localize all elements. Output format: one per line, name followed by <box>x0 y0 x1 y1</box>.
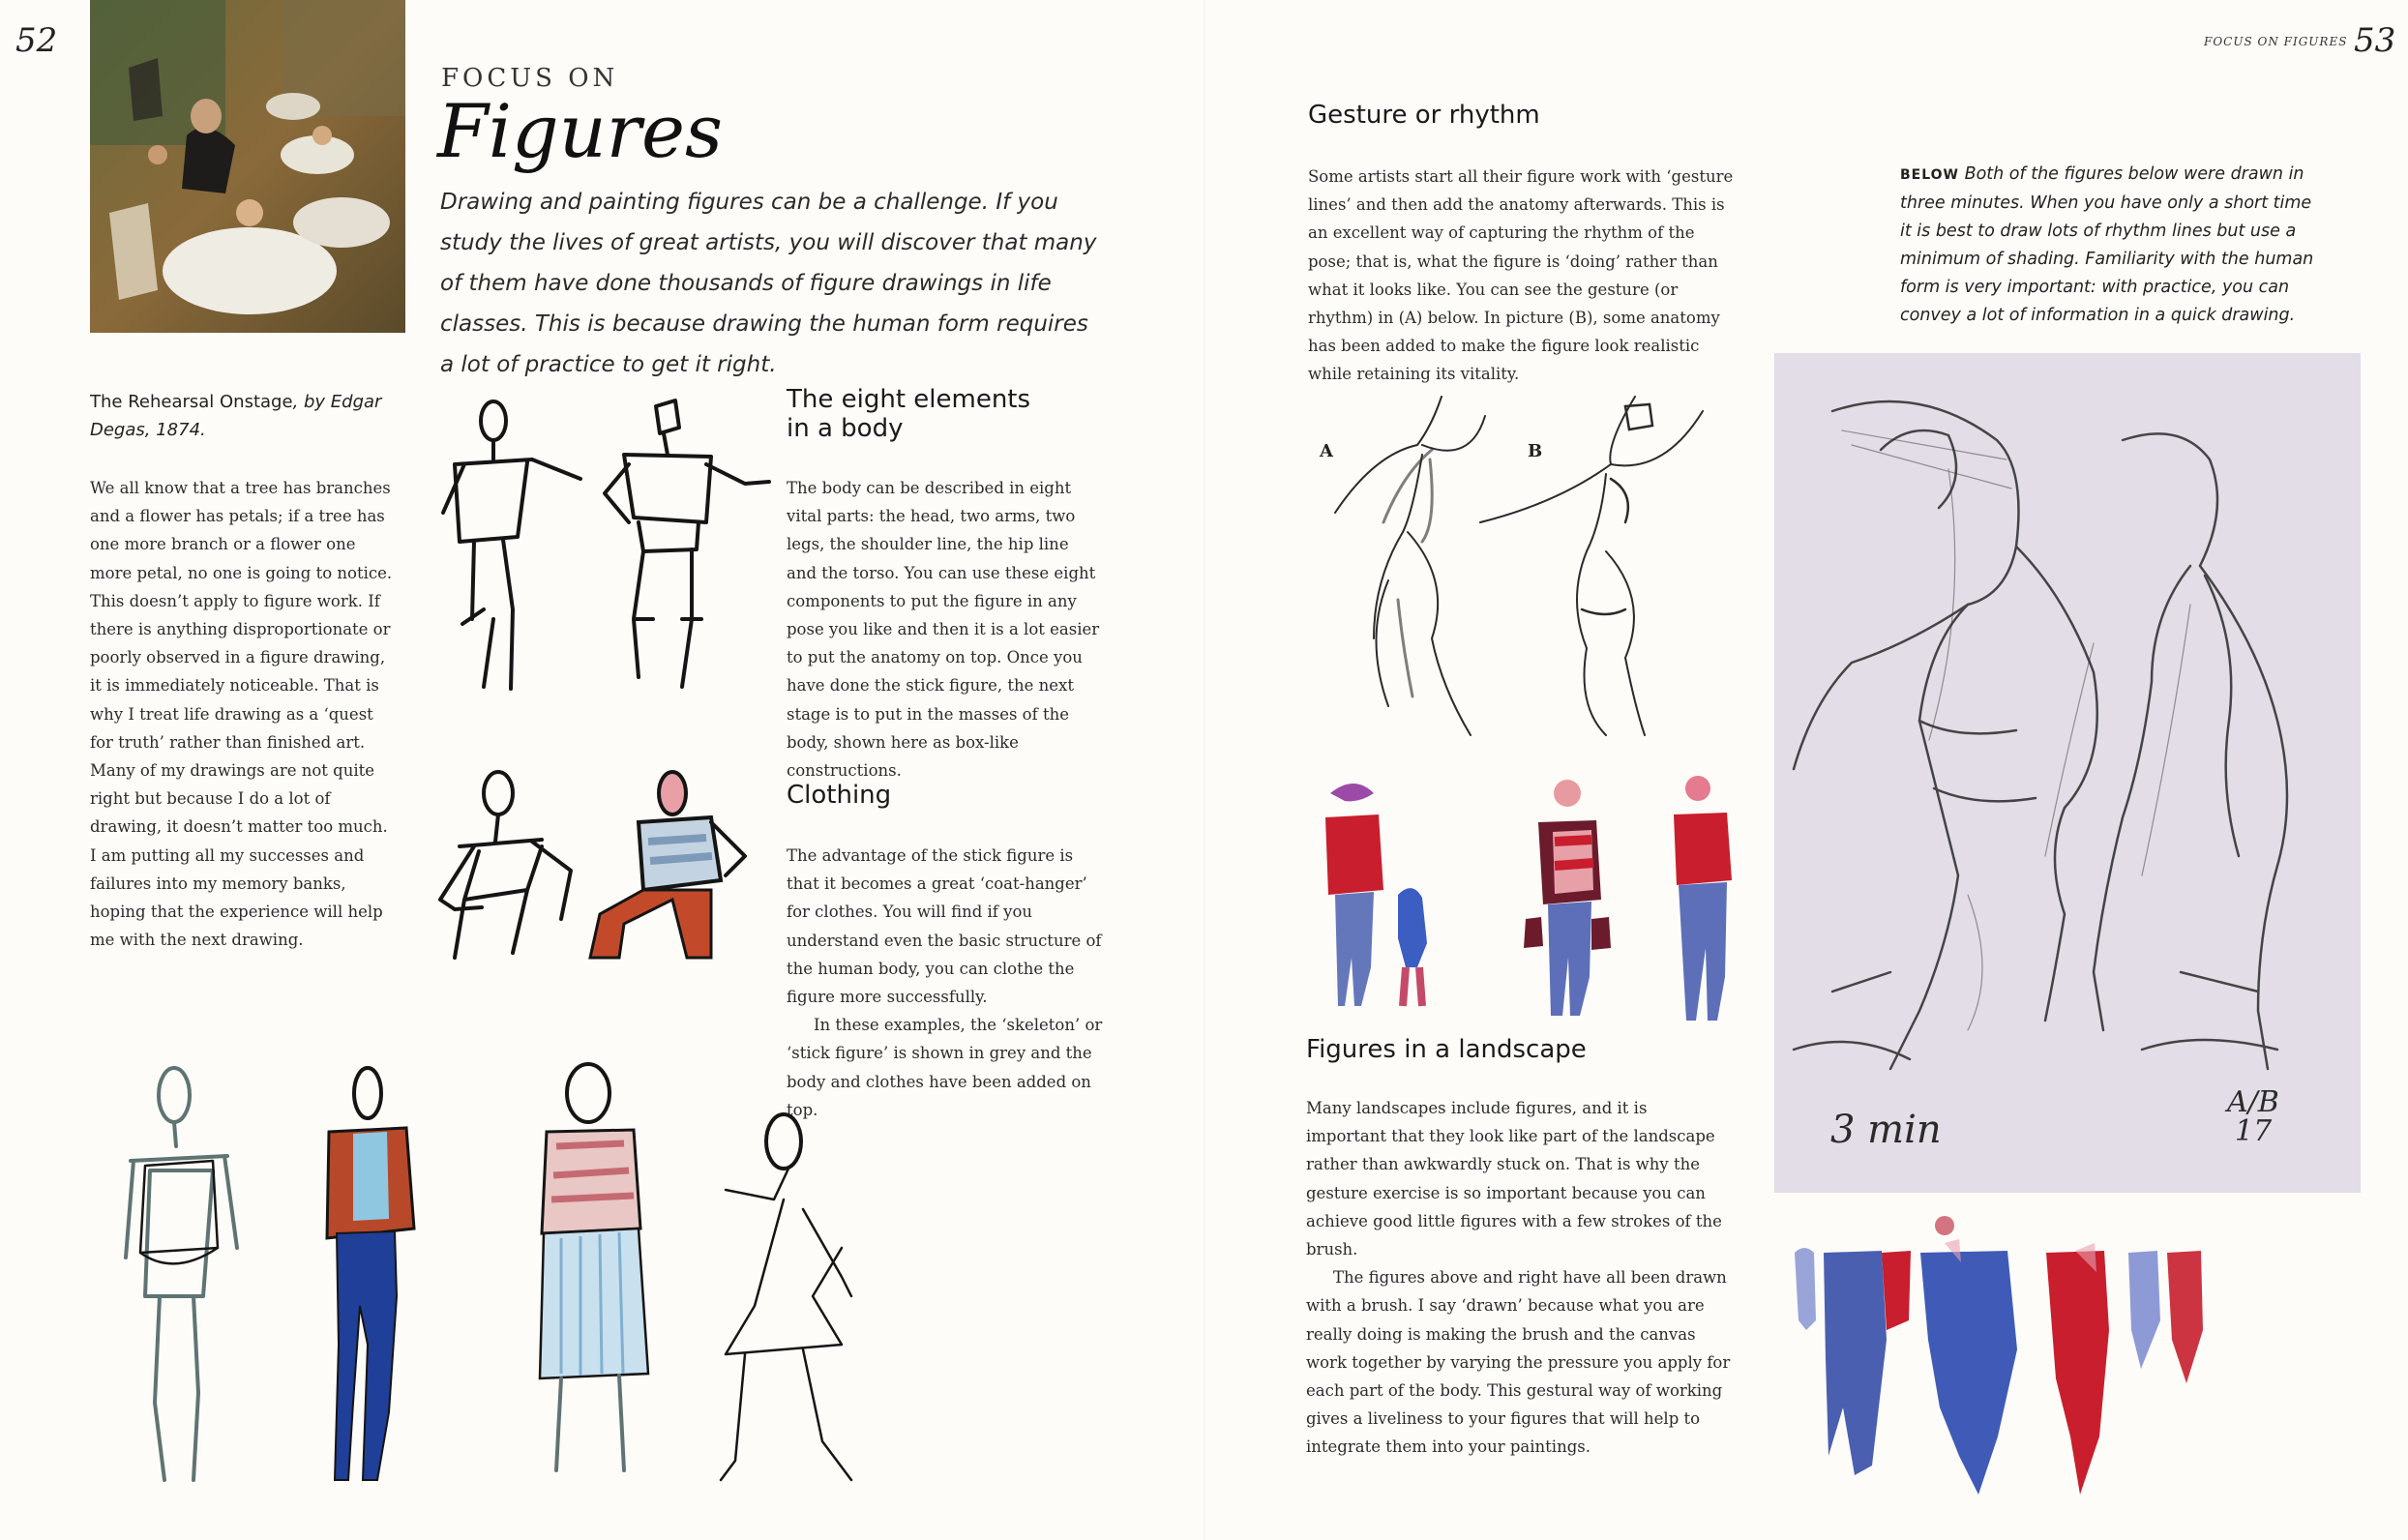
eight-elements-heading-line2: in a body <box>787 414 904 443</box>
landscape-text <box>1306 1094 1732 1462</box>
charcoal-sketch <box>1774 353 2361 1193</box>
stick-figure-drawings <box>435 387 764 696</box>
gesture-heading: Gesture or rhythm <box>1308 101 1540 130</box>
gesture-label-b: B <box>1528 441 1543 461</box>
eight-elements-heading-line1: The eight elements <box>787 385 1031 414</box>
clothing-paragraph-2: In these examples, the ‘skeleton’ or ‘stick figure’ is shown in grey and the body and clothes have been added on top. <box>787 1016 1103 1119</box>
page-title: Figures <box>437 88 723 174</box>
gesture-text: Some artists start all their figure work with ‘gesture lines’ and then add the anatomy afterwards. This is an excellent way of capturing the rhythm of the pose; that is, what the figure is ‘doing’ rather than what it looks like. You can see the gesture (or rhythm) in (A) below. In picture (B), some anatomy has been added to make the figure look realistic while retaining its vitality. <box>1308 167 1734 384</box>
intro-text: Drawing and painting figures can be a challenge. If you study the lives of great artists, you will discover that many of them have done thousands of figure drawings in life classes. This is because drawing the human form requires a lot of practice to get it right. <box>440 190 1097 377</box>
painting-byline: , by Edgar Degas, 1874. <box>90 392 382 440</box>
section-kicker: FOCUS ON <box>441 64 619 93</box>
landscape-paragraph-2: The figures above and right have all been drawn with a brush. I say ‘drawn’ because what you are really doing is making the brush and the canvas work together by varying the pressure you apply for each part of the body. This gestural way of working gives a liveliness to your figures that will help to integrate them into your paintings. <box>1306 1268 1731 1457</box>
sketch-signature <box>2227 1085 2279 1148</box>
landscape-paragraph-1: Many landscapes include figures, and it is important that they look like part of the landscape rather than awkwardly stuck on. That is why the gesture exercise is so important because you can achieve good little figures with a few strokes of the brush. <box>1306 1099 1722 1259</box>
running-head: FOCUS ON FIGURES <box>2204 35 2348 48</box>
clothed-figure-drawings <box>106 1054 958 1499</box>
painting-title: The Rehearsal Onstage <box>90 392 293 412</box>
sketch-time-note: 3 min <box>1830 1108 1942 1152</box>
eight-elements-text: The body can be described in eight vital parts: the head, two arms, two legs, the shoulder line, the hip line and the torso. You can use these eight components to put the figure in any pose you like and then it is a lot easier to put the anatomy on top. Once you have done the stick figure, the next stage is to put in the masses of the body, shown here as box-like constructions. <box>787 479 1100 781</box>
painted-figures-top <box>1301 774 1746 1025</box>
page-number-left: 52 <box>15 21 58 60</box>
clothing-heading: Clothing <box>787 781 892 810</box>
below-caption <box>1900 161 2326 330</box>
sketch-signature-initials: A/B <box>2227 1085 2279 1119</box>
below-caption-lead: BELOW <box>1900 167 1959 183</box>
gesture-label-a: A <box>1320 441 1333 461</box>
sketch-signature-year: 17 <box>2235 1114 2273 1148</box>
landscape-heading: Figures in a landscape <box>1306 1035 1587 1064</box>
gesture-drawings <box>1316 387 1741 755</box>
book-spine <box>1204 0 1205 1540</box>
below-caption-text: Both of the figures below were drawn in three minutes. When you have only a short time it is best to draw lots of rhythm lines but use a minimum of shading. Familiarity with the human form is very important: with practice, you can convey a lot of information in a quick drawing. <box>1900 164 2314 325</box>
page-number-right: 53 <box>2354 21 2396 60</box>
degas-painting <box>90 0 405 333</box>
seated-figure-drawings <box>435 764 764 958</box>
painted-figures-bottom <box>1785 1214 2365 1504</box>
eight-elements-heading <box>787 385 1077 443</box>
painting-caption <box>90 388 409 444</box>
left-body-text: We all know that a tree has branches and a flower has petals; if a tree has one more branch or a flower one more petal, no one is going to notice. This doesn’t apply to figure work. If there is anything disproportionate or poorly observed in a figure drawing, it is immediately noticeable. That is why I treat life drawing as a ‘quest for truth’ rather than finished art. Many of my drawings are not quite right but because I do a lot of drawing, it doesn’t matter too much. I am putting all my successes and failures into my memory banks, hoping that the experience will help me with the next drawing. <box>90 479 393 950</box>
clothing-paragraph-1: The advantage of the stick figure is that it becomes a great ‘coat-hanger’ for clothes. You will find if you understand even the basic structure of the human body, you can clothe the figure more successfully. <box>787 846 1102 1007</box>
